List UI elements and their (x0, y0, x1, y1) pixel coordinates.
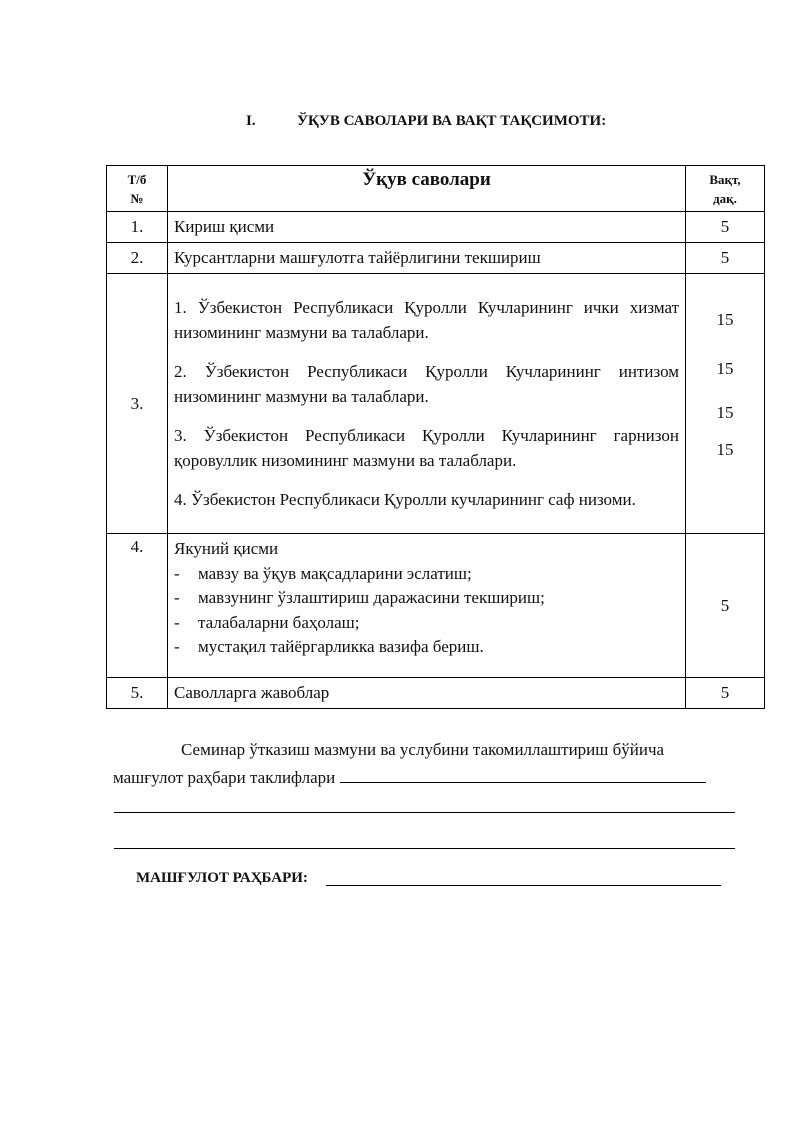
list-item (174, 635, 679, 660)
row-number: 3. (107, 274, 168, 534)
final-part-title: Якуний қисми (174, 539, 279, 558)
proposal-blank-line[interactable] (114, 848, 735, 849)
list-item-text: талабаларни баҳолаш; (198, 612, 360, 632)
header-number-line1: Т/б (127, 171, 147, 187)
row-number: 2. (107, 243, 168, 274)
schedule-table (106, 165, 765, 709)
bullet-dash: - (174, 563, 180, 583)
signature-line[interactable] (326, 885, 721, 886)
signature-block (136, 870, 308, 887)
header-questions: Ўқув саволари (168, 166, 686, 212)
row-time: 5 (686, 534, 765, 678)
list-item (174, 611, 679, 636)
question-item: 4. Ўзбекистон Республикаси Қуролли кучларининг саф низоми. (174, 490, 636, 509)
row-time: 5 (686, 212, 765, 243)
header-time-line1: Вақт, (709, 171, 741, 187)
question-time: 15 (716, 309, 734, 329)
table-row (107, 274, 765, 534)
question-item: 1. Ўзбекистон Республикаси Қуролли Кучларининг ички хизмат низомининг мазмуни ва талаблари. (174, 298, 679, 342)
section-title: ЎҚУВ САВОЛАРИ ВА ВАҚТ ТАҚСИМОТИ: (297, 113, 607, 129)
proposal-blank-line[interactable] (114, 812, 735, 813)
row-text: Курсантларни машғулотга тайёрлигини текшириш (168, 243, 686, 274)
row-number: 5. (107, 678, 168, 709)
question-list (168, 274, 686, 534)
table-header-row (107, 166, 765, 212)
paragraph-line1: Семинар ўтказиш мазмуни ва услубини такомиллаштириш бўйича (181, 740, 665, 759)
row-text: Кириш қисми (168, 212, 686, 243)
row-time: 5 (686, 243, 765, 274)
list-item (174, 586, 679, 611)
header-time-line2: дақ. (713, 190, 737, 206)
header-number (107, 166, 168, 212)
row-time: 5 (686, 678, 765, 709)
question-item: 2. Ўзбекистон Республикаси Қуролли Кучларининг интизом низомининг мазмуни ва талаблари. (174, 362, 679, 406)
proposals-paragraph (113, 736, 741, 792)
question-time: 15 (716, 439, 734, 459)
row-times (686, 274, 765, 534)
list-item-text: мавзунинг ўзлаштириш даражасини текшириш; (198, 588, 545, 607)
proposal-blank-line[interactable] (340, 766, 706, 783)
table-row (107, 678, 765, 709)
section-number: I. (246, 113, 256, 129)
question-item: 3. Ўзбекистон Республикаси Қуролли Кучларининг гарнизон қоровуллик низомининг мазмуни ва талаблари. (174, 426, 679, 470)
row-text: Саволларга жавоблар (168, 678, 686, 709)
list-item (174, 562, 679, 587)
table-row (107, 212, 765, 243)
list-item-text: мавзу ва ўқув мақсадларини эслатиш; (198, 563, 472, 583)
bullet-dash: - (174, 612, 180, 632)
header-time (686, 166, 765, 212)
bullet-dash: - (174, 637, 180, 656)
question-time: 15 (716, 358, 734, 378)
paragraph-line2: машғулот раҳбари таклифлари (113, 768, 336, 787)
bullet-dash: - (174, 588, 180, 607)
table-row (107, 534, 765, 678)
question-time: 15 (716, 402, 734, 422)
list-item-text: мустақил тайёргарликка вазифа бериш. (198, 637, 484, 656)
row-number: 4. (107, 534, 168, 678)
header-number-line2: № (130, 190, 144, 206)
signature-label: МАШҒУЛОТ РАҲБАРИ: (136, 870, 308, 886)
row-number: 1. (107, 212, 168, 243)
table-row (107, 243, 765, 274)
final-part (168, 534, 686, 678)
